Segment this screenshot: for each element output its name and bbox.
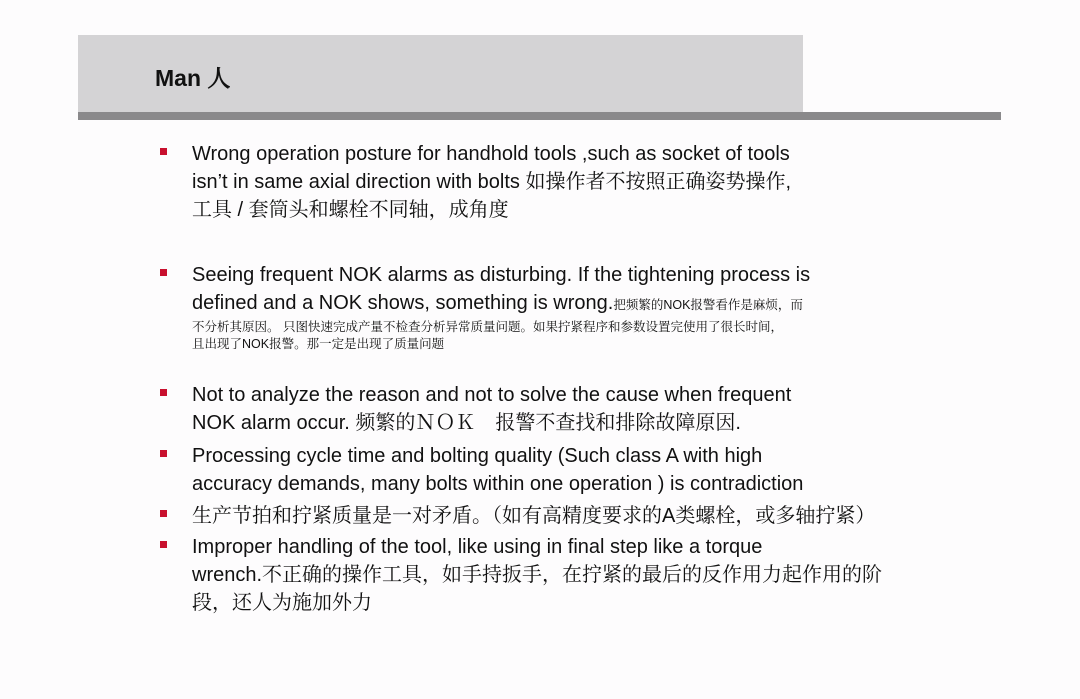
bullet-text-line: Improper handling of the tool, like using in final step like a torque — [192, 536, 763, 558]
bullet-small-line: 不分析其原因。 只图快速完成产量不检查分析异常质量问题。如果拧紧程序和参数设置完使用了很长时间， — [192, 320, 783, 334]
bullet-text-line: Processing cycle time and bolting quality (Such class A with high — [192, 445, 763, 467]
bullet-text-line — [192, 289, 810, 319]
bullet-text-line: Seeing frequent NOK alarms as disturbing. If the tightening process is — [192, 264, 811, 286]
bullet-text-line: isn’t in same axial direction with bolts 如操作者不按照正确姿势操作, — [192, 171, 792, 193]
bullet-small-text: 把频繁的NOK报警看作是麻烦，而 — [613, 298, 803, 312]
bullet-square-icon — [160, 541, 167, 548]
bullet-square-icon — [160, 450, 167, 457]
bullet-text-line: NOK alarm occur. 频繁的ＮＯＫ 报警不查找和排除故障原因. — [192, 412, 741, 434]
bullet-text-segment: defined and a NOK shows, something is wrong. — [192, 292, 614, 314]
bullet-small-line: 且出现了NOK报警。那一定是出现了质量问题 — [192, 337, 445, 351]
bullet-text-line: 段，还人为施加外力 — [192, 592, 372, 614]
bullet-text-line: 生产节拍和拧紧质量是一对矛盾。（如有高精度要求的A类螺栓，或多轴拧紧） — [192, 505, 876, 527]
bullet-square-icon — [160, 389, 167, 396]
bullet-square-icon — [160, 510, 167, 517]
bullet-text-line: wrench.不正确的操作工具，如手持扳手，在拧紧的最后的反作用力起作用的阶 — [192, 564, 883, 586]
bullet-square-icon — [160, 148, 167, 155]
bullet-square-icon — [160, 269, 167, 276]
bullet-text-line: Wrong operation posture for handhold tools ,such as socket of tools — [192, 143, 790, 165]
bullet-text-line: 工具 / 套筒头和螺栓不同轴，成角度 — [192, 199, 509, 221]
bullet-text-line: accuracy demands, many bolts within one operation ) is contradiction — [192, 473, 804, 495]
bullet-text-line: Not to analyze the reason and not to solve the cause when frequent — [192, 384, 792, 406]
header-divider — [78, 112, 1001, 120]
slide-title: Man 人 — [155, 65, 231, 91]
